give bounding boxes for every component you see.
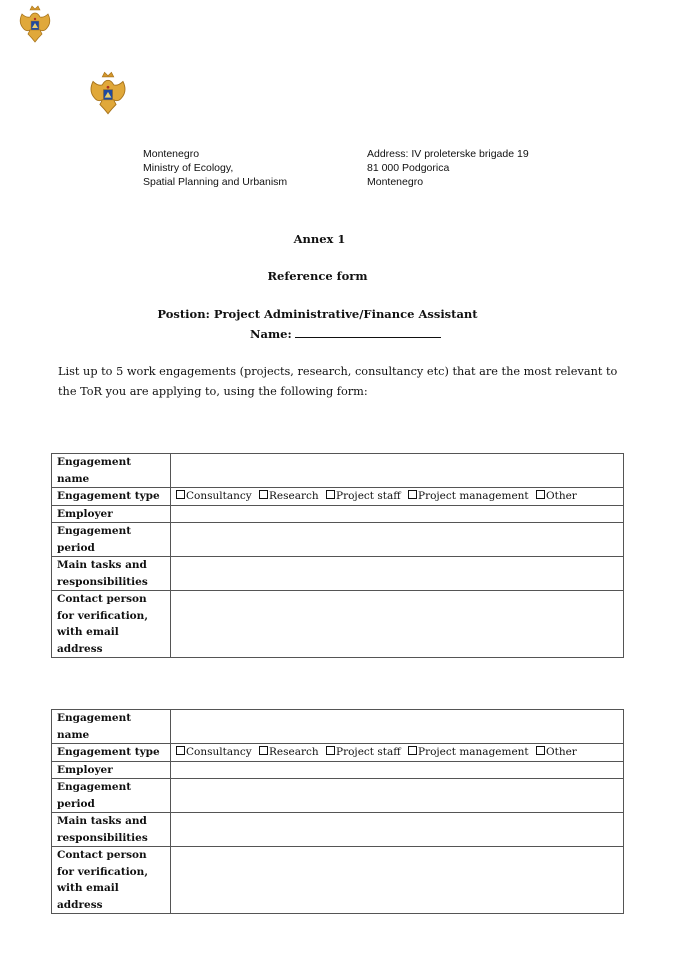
position-title: Postion: Project Administrative/Finance Assistant	[157, 307, 478, 321]
type-option-label: Research	[269, 490, 319, 502]
type-option[interactable]	[259, 746, 319, 758]
engagement-type-cell	[171, 488, 624, 506]
header-line: Montenegro	[367, 176, 424, 188]
main-tasks-label: Main tasks and responsibilities	[52, 813, 171, 847]
table-row	[52, 744, 624, 762]
type-option[interactable]	[536, 490, 577, 502]
montenegro-coat-of-arms	[86, 70, 130, 116]
header-line: Spatial Planning and Urbanism	[143, 176, 288, 188]
engagement-name-label: Engagement name	[52, 454, 171, 488]
contact-person-cell[interactable]	[171, 847, 624, 914]
form-title: Reference form	[267, 269, 368, 283]
type-option[interactable]	[326, 746, 401, 758]
header-line: Montenegro	[143, 148, 200, 160]
name-field[interactable]	[250, 327, 441, 341]
type-option[interactable]	[536, 746, 577, 758]
main-tasks-cell[interactable]	[171, 813, 624, 847]
checkbox-icon[interactable]	[259, 490, 268, 499]
table-row	[52, 847, 624, 914]
header-line: 81 000 Podgorica	[367, 162, 450, 174]
type-option[interactable]	[176, 746, 252, 758]
table-row	[52, 591, 624, 658]
employer-cell[interactable]	[171, 761, 624, 779]
type-option-label: Project management	[418, 746, 529, 758]
engagement-period-label: Engagement period	[52, 523, 171, 557]
type-option-label: Project staff	[336, 746, 401, 758]
type-option-label: Project management	[418, 490, 529, 502]
type-option-label: Project staff	[336, 490, 401, 502]
engagement-name-label: Engagement name	[52, 710, 171, 744]
table-row	[52, 557, 624, 591]
employer-label: Employer	[52, 505, 171, 523]
engagement-period-cell[interactable]	[171, 779, 624, 813]
engagement-period-label: Engagement period	[52, 779, 171, 813]
table-row	[52, 710, 624, 744]
contact-person-cell[interactable]	[171, 591, 624, 658]
engagement-period-cell[interactable]	[171, 523, 624, 557]
checkbox-icon[interactable]	[408, 490, 417, 499]
type-option-label: Research	[269, 746, 319, 758]
table-row	[52, 454, 624, 488]
montenegro-coat-of-arms-small	[16, 4, 54, 44]
checkbox-icon[interactable]	[408, 746, 417, 755]
engagement-table	[51, 453, 624, 658]
engagement-type-cell	[171, 744, 624, 762]
employer-label: Employer	[52, 761, 171, 779]
table-row	[52, 505, 624, 523]
table-row	[52, 488, 624, 506]
table-row	[52, 779, 624, 813]
name-blank-line[interactable]	[295, 327, 441, 338]
checkbox-icon[interactable]	[259, 746, 268, 755]
type-option[interactable]	[408, 746, 529, 758]
engagement-table	[51, 709, 624, 914]
checkbox-icon[interactable]	[176, 490, 185, 499]
type-option-label: Other	[546, 490, 577, 502]
checkbox-icon[interactable]	[536, 490, 545, 499]
main-tasks-label: Main tasks and responsibilities	[52, 557, 171, 591]
checkbox-icon[interactable]	[176, 746, 185, 755]
checkbox-icon[interactable]	[326, 490, 335, 499]
contact-person-label: Contact person for verification, with email address	[52, 591, 171, 658]
table-row	[52, 761, 624, 779]
table-row	[52, 813, 624, 847]
header-line: Address: IV proleterske brigade 19	[367, 148, 529, 160]
type-option[interactable]	[326, 490, 401, 502]
checkbox-icon[interactable]	[326, 746, 335, 755]
type-option-label: Consultancy	[186, 490, 252, 502]
contact-person-label: Contact person for verification, with email address	[52, 847, 171, 914]
employer-cell[interactable]	[171, 505, 624, 523]
main-tasks-cell[interactable]	[171, 557, 624, 591]
engagement-type-label: Engagement type	[52, 744, 171, 762]
type-option[interactable]	[176, 490, 252, 502]
header-line: Ministry of Ecology,	[143, 162, 234, 174]
checkbox-icon[interactable]	[536, 746, 545, 755]
annex-heading: Annex 1	[293, 232, 346, 246]
type-option[interactable]	[408, 490, 529, 502]
type-option[interactable]	[259, 490, 319, 502]
engagement-name-cell[interactable]	[171, 710, 624, 744]
postal-address-block	[367, 147, 529, 189]
ministry-address-block	[143, 147, 287, 189]
name-label: Name:	[250, 327, 292, 341]
table-row	[52, 523, 624, 557]
type-option-label: Consultancy	[186, 746, 252, 758]
instructions-paragraph: List up to 5 work engagements (projects, research, consultancy etc) that are the most relevant to the ToR you are applying to, using the following form:	[58, 365, 618, 398]
type-option-label: Other	[546, 746, 577, 758]
engagement-type-label: Engagement type	[52, 488, 171, 506]
engagement-name-cell[interactable]	[171, 454, 624, 488]
